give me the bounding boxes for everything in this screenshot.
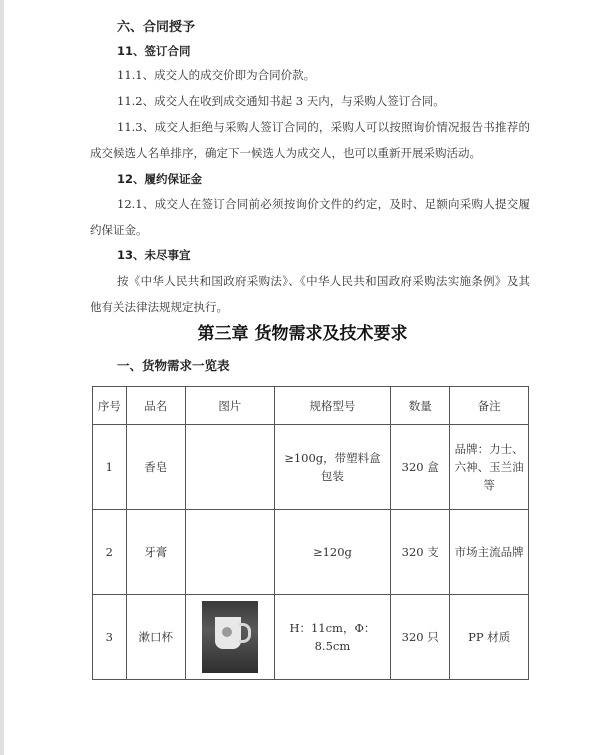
mug-handle	[239, 623, 251, 643]
item-image-cell	[185, 595, 274, 680]
item-image-cell	[185, 425, 274, 510]
header-cell: 品名	[126, 387, 185, 425]
table-row	[93, 595, 529, 680]
paragraph-12-1: 12.1、成交人在签订合同前必须按询价文件的约定，及时、足额向采购人提交履约保证金。	[90, 197, 530, 237]
item-quantity: 320 支	[391, 510, 450, 595]
item-name: 香皂	[126, 425, 185, 510]
mug-photo	[202, 601, 258, 673]
header-cell: 数量	[391, 387, 450, 425]
header-cell: 备注	[450, 387, 529, 425]
item-quantity: 320 只	[391, 595, 450, 680]
paragraph-11-3: 11.3、成交人拒绝与采购人签订合同的，采购人可以按照询价情况报告书推荐的成交候选人名单排序，确定下一候选人为成交人，也可以重新开展采购活动。	[90, 120, 530, 160]
header-cell: 序号	[93, 387, 127, 425]
row-number: 2	[93, 510, 127, 595]
item-image-cell	[185, 510, 274, 595]
goods-list-heading: 一、货物需求一览表	[117, 358, 230, 373]
item-quantity: 320 盒	[391, 425, 450, 510]
item-note: 市场主流品牌	[450, 510, 529, 595]
paragraph-13-1: 按《中华人民共和国政府采购法》、《中华人民共和国政府采购法实施条例》及其他有关法律法规规定执行。	[90, 274, 530, 314]
item-spec: ≥120g	[274, 510, 390, 595]
goods-requirements-table	[92, 386, 529, 680]
table-row	[93, 510, 529, 595]
item-note: PP 材质	[450, 595, 529, 680]
item-note: 品牌：力士、六神、玉兰油等	[450, 425, 529, 510]
section-12-heading: 12、履约保证金	[117, 172, 203, 186]
paragraph-11-1: 11.1、成交人的成交价即为合同价款。	[117, 68, 316, 82]
header-cell: 图片	[185, 387, 274, 425]
section-11-heading: 11、签订合同	[117, 44, 191, 58]
item-spec: ≥100g，带塑料盒包装	[274, 425, 390, 510]
row-number: 3	[93, 595, 127, 680]
item-spec: H：11cm，Φ：8.5cm	[274, 595, 390, 680]
paragraph-11-2: 11.2、成交人在收到成交通知书起 3 天内，与采购人签订合同。	[117, 94, 445, 108]
table-header-row	[93, 387, 529, 425]
header-cell: 规格型号	[274, 387, 390, 425]
item-name: 牙膏	[126, 510, 185, 595]
item-name: 漱口杯	[126, 595, 185, 680]
section-13-heading: 13、未尽事宜	[117, 248, 191, 262]
table-row	[93, 425, 529, 510]
section-6-heading: 六、合同授予	[117, 20, 196, 35]
row-number: 1	[93, 425, 127, 510]
chapter-3-title: 第三章 货物需求及技术要求	[197, 324, 408, 344]
mug-flower-pattern	[222, 627, 232, 637]
